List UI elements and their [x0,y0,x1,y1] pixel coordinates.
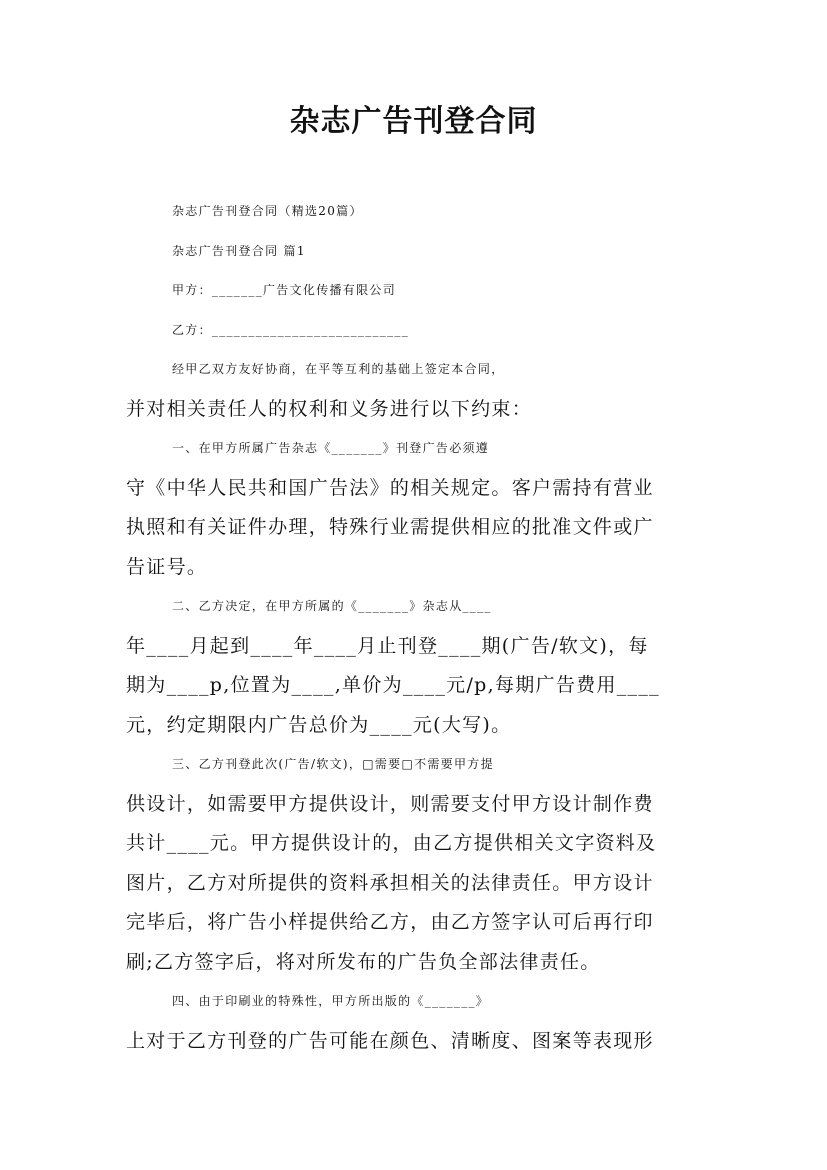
text-line: 乙方：___________________________ [172,322,409,337]
text-line: 守《中华人民共和国广告法》的相关规定。客户需持有营业 [126,476,654,499]
text-line: 刷;乙方签字后，将对所发布的广告负全部法律责任。 [126,950,601,973]
text-line: 完毕后，将广告小样提供给乙方，由乙方签字认可后再行印 [126,911,654,933]
document-title: 杂志广告刊登合同 [289,104,538,139]
text-line: 三、乙方刊登此次(广告/软文)，□需要□不需要甲方提 [172,757,494,771]
text-line: 甲方：_______广告文化传播有限公司 [172,283,397,297]
text-line: 期为____p,位置为____,单价为____元/p,每期广告费用____ [126,674,660,696]
text-line: 图片，乙方对所提供的资料承担相关的法律责任。甲方设计 [126,871,654,894]
text-line: 上对于乙方刊登的广告可能在颜色、清晰度、图案等表现形 [126,1029,654,1052]
text-line: 并对相关责任人的权利和义务进行以下约束： [126,397,533,420]
document-body [126,192,706,1061]
text-line: 共计____元。甲方提供设计的，由乙方提供相关文字资料及 [126,832,657,854]
text-line: 四、由于印刷业的特殊性，甲方所出版的《_______》 [172,994,490,1008]
text-line: 一、在甲方所属广告杂志《_______》刊登广告必须遵 [172,441,490,455]
text-line: 年____月起到____年____月止刊登____期(广告/软文)，每 [126,634,649,657]
text-line: 二、乙方决定，在甲方所属的《_______》杂志从____ [172,599,492,613]
text-line: 杂志广告刊登合同 篇1 [172,243,306,258]
text-line: 元，约定期限内广告总价为____元(大写)。 [126,713,512,736]
text-line: 杂志广告刊登合同（精选20篇） [172,204,363,218]
text-line: 执照和有关证件办理，特殊行业需提供相应的批准文件或广 [126,516,654,538]
text-line: 供设计，如需要甲方提供设计，则需要支付甲方设计制作费 [126,792,654,815]
text-line: 告证号。 [126,555,208,578]
text-line: 经甲乙双方友好协商，在平等互利的基础上签定本合同， [172,362,505,376]
